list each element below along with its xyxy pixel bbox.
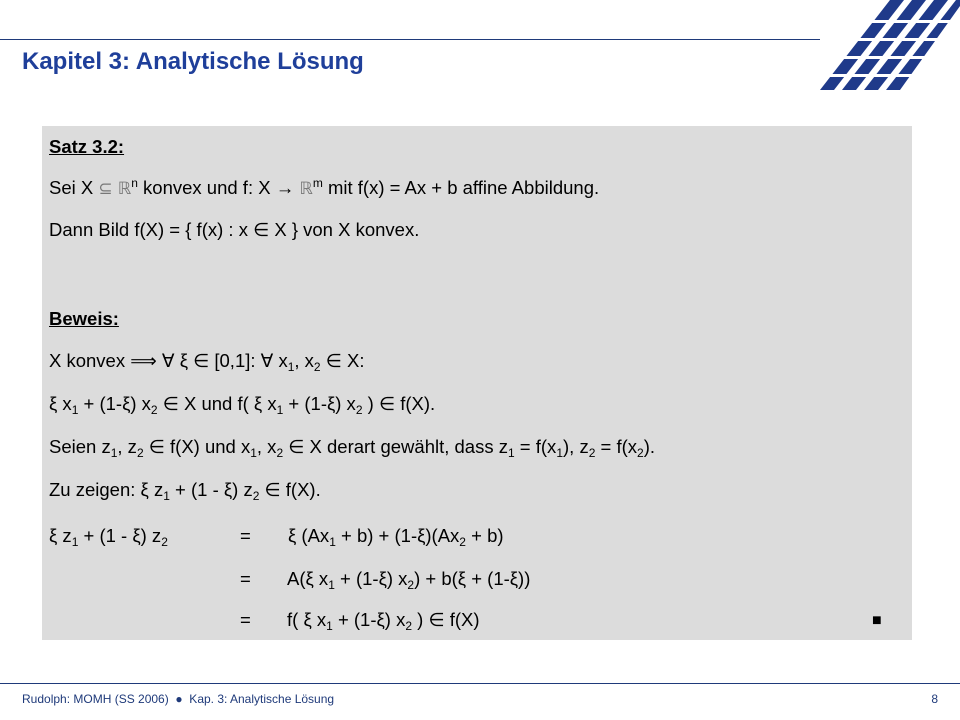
proof-line-3: Seien $z_1$, $z_2$ ∈ f(X) und $x_1$, $x_2$ ∈ X derart gewählt, dass $z_1 = f(x_1)$, $z_2 = f(x_2)$. bbox=[49, 436, 656, 460]
proof-line-2: ξ $x_1 + (1-\xi)$ $x_2$ ∈ X und f( ξ $x_1 + (1-\xi)$ $x_2$ ) ∈ f(X). bbox=[49, 393, 436, 417]
equation-rhs-3: f( ξ $x_1 + (1-\xi)$ $x_2$ ) ∈ f(X) bbox=[287, 609, 480, 633]
equals-sign: = bbox=[240, 609, 251, 630]
header-rule bbox=[0, 39, 832, 40]
footer-rule bbox=[0, 683, 960, 684]
equals-sign: = bbox=[240, 568, 251, 589]
footer-text: Rudolph: MOMH (SS 2006) ● Kap. 3: Analytische Lösung bbox=[22, 692, 335, 706]
proof-label: Beweis: bbox=[49, 308, 119, 329]
theorem-line-2: Dann Bild f(X) = { f(x) : x ∈ X } von X konvex. bbox=[49, 219, 420, 240]
equation-rhs-2: A(ξ $x_1 + (1-\xi) x_2) + b(\xi + (1-\xi))$ bbox=[287, 568, 531, 592]
slide-title: Kapitel 3: Analytische Lösung bbox=[22, 48, 364, 75]
equation-lhs: ξ $z_1 + (1 - \xi)$ $z_2$ bbox=[49, 525, 168, 549]
university-logo-icon bbox=[820, 0, 960, 90]
theorem-label: Satz 3.2: bbox=[49, 136, 125, 157]
qed-square-icon: ■ bbox=[872, 612, 882, 629]
equals-sign: = bbox=[240, 525, 251, 546]
theorem-line-1: Sei X ⊆ ℝ$^n$ konvex und f: X → ℝ$^m$ mit f(x) = Ax + b affine Abbildung. bbox=[49, 176, 600, 199]
proof-line-1: X konvex ⟹ ∀ ξ ∈ [0,1]: ∀ $x_1$, $x_2$ ∈ X: bbox=[49, 350, 365, 374]
proof-line-4: Zu zeigen: ξ $z_1 + (1 - \xi)$ $z_2$ ∈ f(X). bbox=[49, 479, 321, 503]
equation-rhs-1: ξ $(Ax_1 + b) + (1-\xi)(Ax_2 + b)$ bbox=[288, 525, 504, 549]
content-box bbox=[42, 126, 912, 640]
page-number: 8 bbox=[931, 692, 938, 706]
